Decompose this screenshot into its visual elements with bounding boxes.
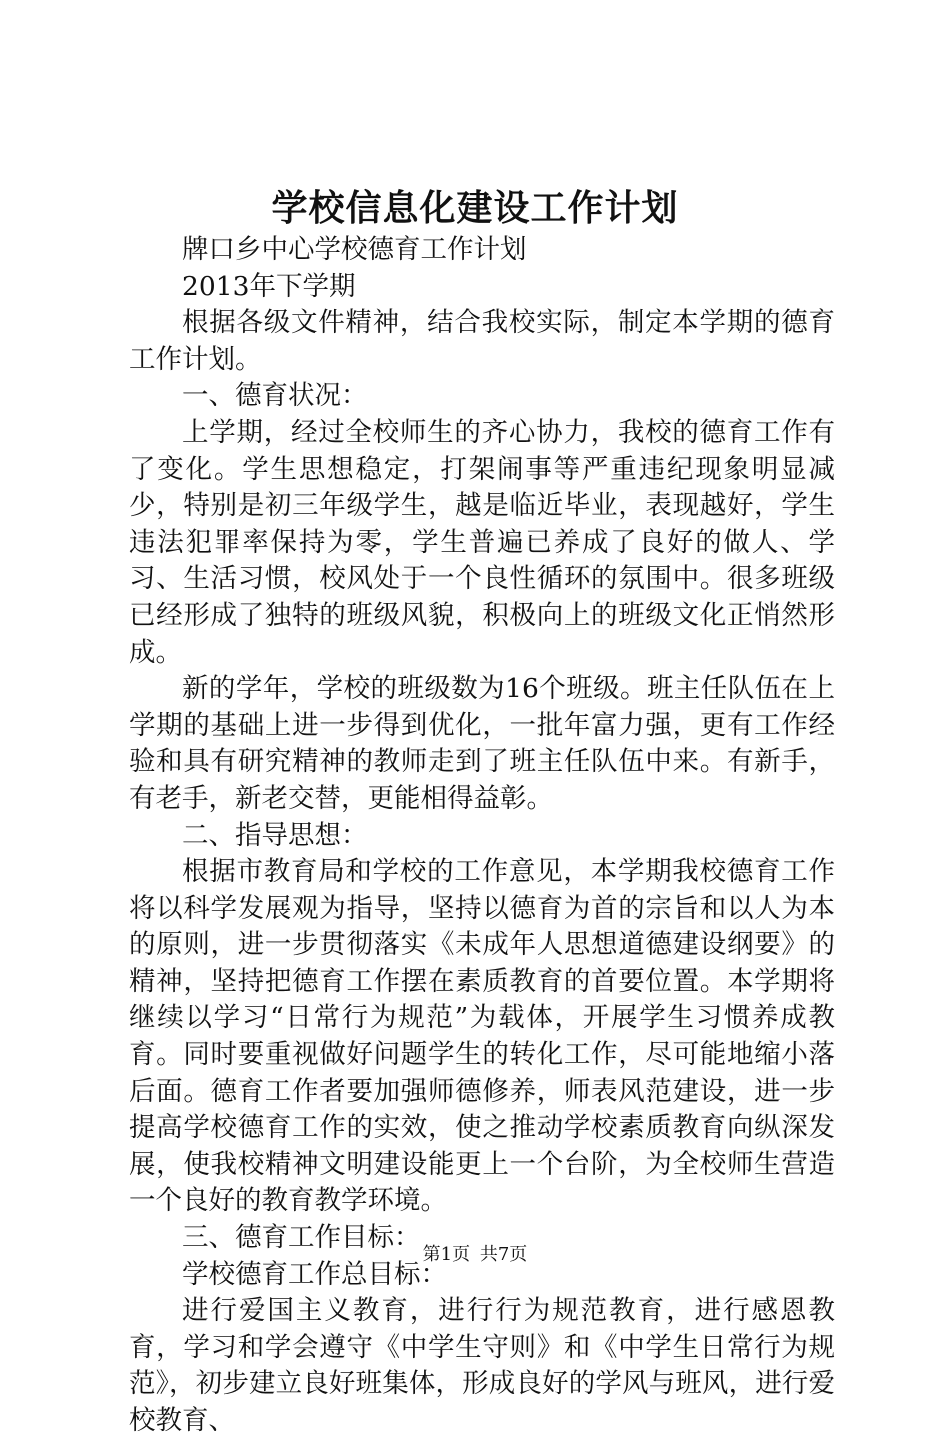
paragraph: 根据各级文件精神，结合我校实际，制定本学期的德育工作计划。: [129, 307, 835, 375]
page-total: 共7页: [479, 1244, 528, 1265]
paragraph: 进行爱国主义教育，进行行为规范教育，进行感恩教育，学习和学会遵守《中学生守则》和《中学生日常行为规范》，初步建立良好班集体，形成良好的学风与班风，进行爱校教育、: [129, 1295, 835, 1436]
paragraph: 根据市教育局和学校的工作意见，本学期我校德育工作将以科学发展观为指导，坚持以德育为首的宗旨和以人为本的原则，进一步贯彻落实《未成年人思想道德建设纲要》的精神，坚持把德育工作摆在素质教育的首要位置。本学期将继续以学习“日常行为规范”为载体，开展学生习惯养成教育。同时要重视做好问题学生的转化工作，尽可能地缩小落后面。德育工作者要加强师德修养，师表风范建设，进一步提高学校德育工作的实效，使之推动学校素质教育向纵深发展，使我校精神文明建设能更上一个台阶，为全校师生营造一个良好的教育教学环境。: [129, 856, 835, 1217]
paragraph: 上学期，经过全校师生的齐心协力，我校的德育工作有了变化。学生思想稳定，打架闹事等严重违纪现象明显减少，特别是初三年级学生，越是临近毕业，表现越好，学生违法犯罪率保持为零，学生普遍已养成了良好的做人、学习、生活习惯，校风处于一个良性循环的氛围中。很多班级已经形成了独特的班级风貌，积极向上的班级文化正悄然形成。: [129, 416, 835, 668]
paragraph: 新的学年，学校的班级数为16个班级。班主任队伍在上学期的基础上进一步得到优化，一批年富力强，更有工作经验和具有研究精神的教师走到了班主任队伍中来。有新手，有老手，新老交替，更能相得益彰。: [129, 673, 835, 814]
page-footer: [0, 1241, 950, 1269]
page-number: 第1页: [422, 1244, 471, 1265]
section-heading: 一、德育状况：: [182, 380, 368, 412]
document-title: 学校信息化建设工作计划: [271, 187, 679, 229]
section-heading: 三、德育工作目标：: [182, 1222, 421, 1254]
paragraph: 牌口乡中心学校德育工作计划: [182, 234, 527, 265]
section-heading: 二、指导思想：: [182, 819, 368, 851]
paragraph: 学校德育工作总目标：: [182, 1258, 447, 1290]
paragraph: 2013年下学期: [182, 270, 356, 302]
